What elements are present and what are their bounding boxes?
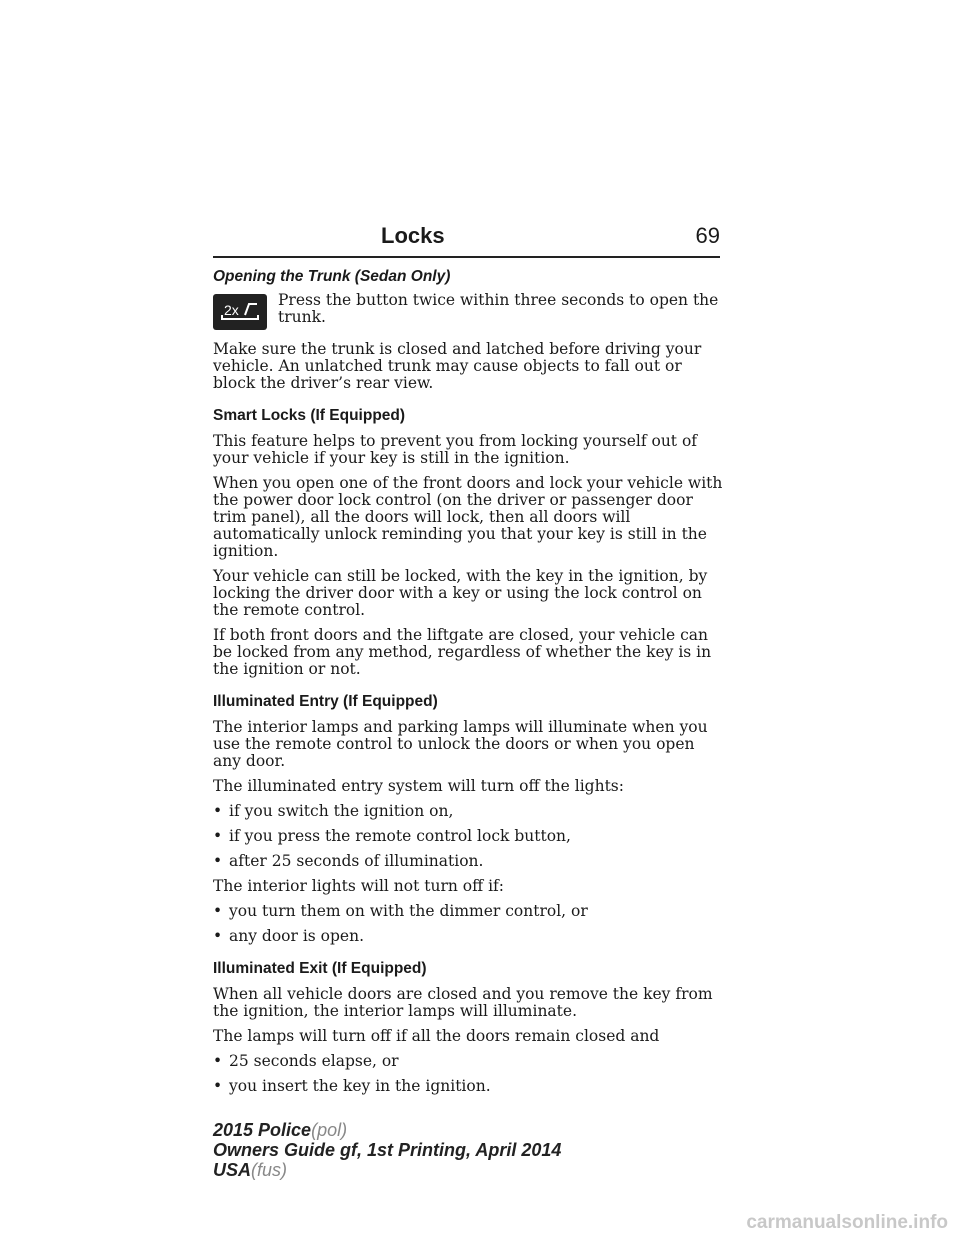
illuminated-exit-p2: The lamps will turn off if all the doors remain closed and [213, 1027, 660, 1045]
bullet-icon: • [213, 927, 223, 945]
illuminated-entry-p1: The interior lamps and parking lamps will illuminate when you use the remote control to unlock the doors or when you open any door. [213, 718, 708, 770]
heading-illuminated-entry: Illuminated Entry (If Equipped) [213, 693, 438, 710]
heading-opening-trunk: Opening the Trunk (Sedan Only) [213, 268, 451, 285]
bullet-icon: • [213, 1077, 223, 1095]
chapter-title: Locks [381, 223, 445, 248]
trunk-release-icon [213, 294, 267, 330]
list-item: • any door is open. [213, 927, 365, 945]
heading-illuminated-exit: Illuminated Exit (If Equipped) [213, 960, 427, 977]
illuminated-entry-p2: The illuminated entry system will turn off the lights: [213, 777, 624, 795]
trunk-icon-label: 2x [224, 302, 239, 318]
list-item: • 25 seconds elapse, or [213, 1052, 399, 1070]
list-item: • if you switch the ignition on, [213, 802, 454, 820]
bullet-icon: • [213, 827, 223, 845]
footer-line-1: 2015 Police(pol) [213, 1120, 348, 1140]
heading-smart-locks: Smart Locks (If Equipped) [213, 407, 406, 424]
list-item: • you turn them on with the dimmer control, or [213, 902, 588, 920]
footer-line-3: USA(fus) [213, 1160, 288, 1180]
header-divider [213, 256, 720, 258]
smart-locks-p2: When you open one of the front doors and lock your vehicle with the power door lock control (on the driver or passenger door trim panel), all the doors will lock, then all doors will automatically unlock reminding you that your key is still in the ignition. [213, 474, 723, 560]
smart-locks-p1: This feature helps to prevent you from locking yourself out of your vehicle if your key is still in the ignition. [213, 432, 698, 467]
bullet-icon: • [213, 902, 223, 920]
smart-locks-p4: If both front doors and the liftgate are closed, your vehicle can be locked from any method, regardless of whether the key is in the ignition or not. [213, 626, 712, 678]
trunk-icon-caption: Press the button twice within three seconds to open the trunk. [278, 291, 719, 326]
smart-locks-p3: Your vehicle can still be locked, with the key in the ignition, by locking the driver door with a key or using the lock control on the remote control. [213, 567, 708, 619]
bullet-icon: • [213, 852, 223, 870]
page-number: 69 [695, 223, 720, 248]
list-item: • if you press the remote control lock button, [213, 827, 571, 845]
trunk-paragraph: Make sure the trunk is closed and latched before driving your vehicle. An unlatched trunk may cause objects to fall out or block the driver’s rear view. [213, 340, 702, 392]
list-item: • you insert the key in the ignition. [213, 1077, 491, 1095]
illuminated-entry-p3: The interior lights will not turn off if: [213, 877, 504, 895]
bullet-icon: • [213, 1052, 223, 1070]
footer-line-2: Owners Guide gf, 1st Printing, April 2014 [213, 1140, 562, 1160]
list-item: • after 25 seconds of illumination. [213, 852, 484, 870]
watermark: carmanualsonline.info [746, 1212, 948, 1233]
trunk-button-row [213, 291, 723, 339]
page-footer [213, 1120, 561, 1180]
page-content [213, 268, 723, 1095]
bullet-icon: • [213, 802, 223, 820]
illuminated-exit-p1: When all vehicle doors are closed and you remove the key from the ignition, the interior lamps will illuminate. [213, 985, 713, 1020]
